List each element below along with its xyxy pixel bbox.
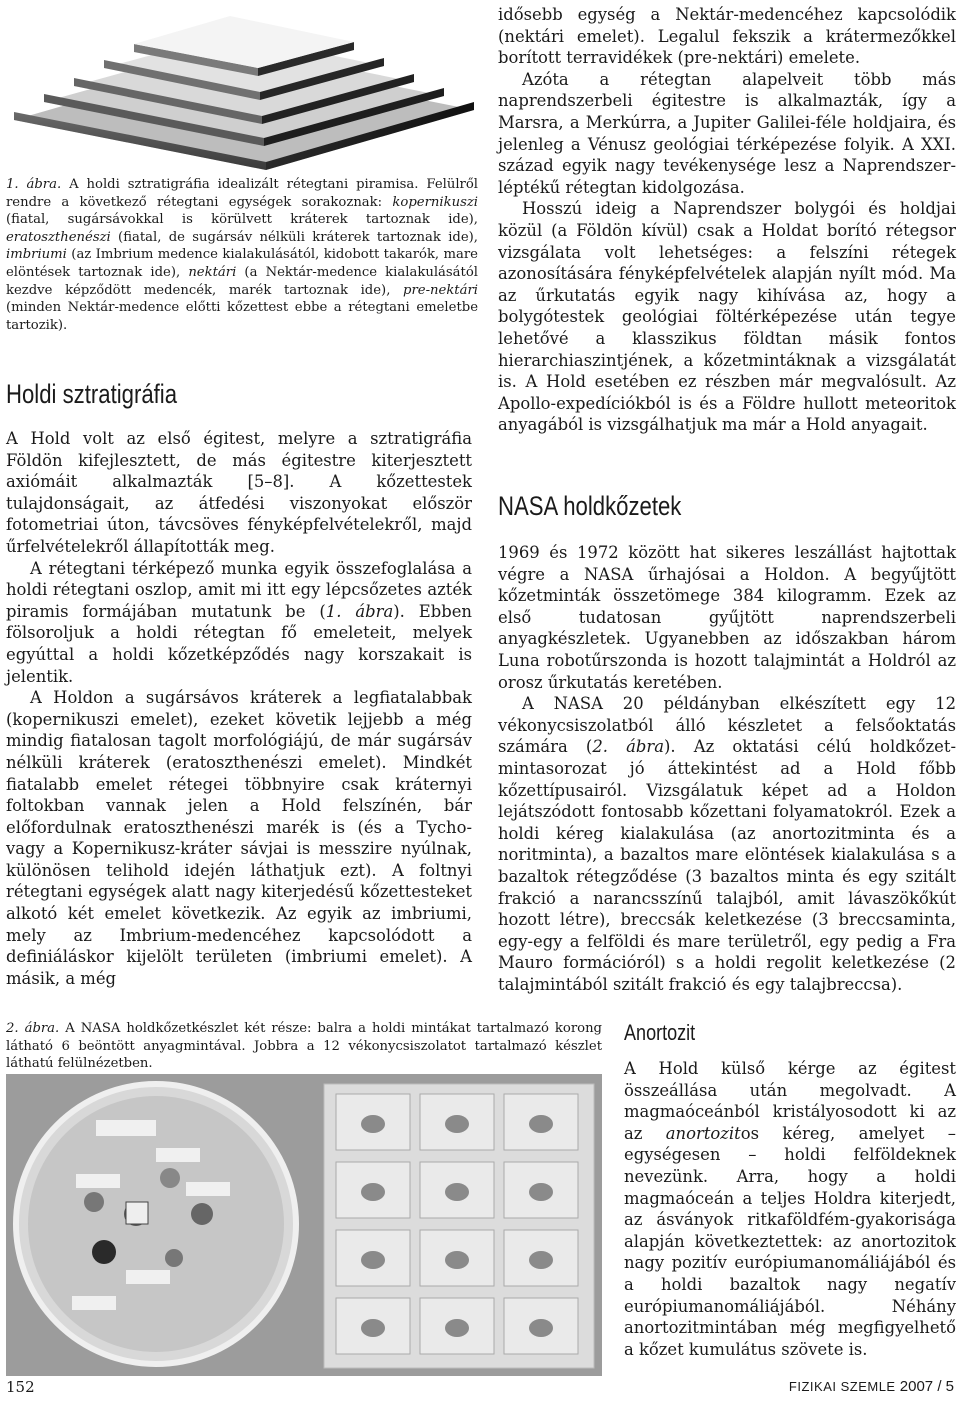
section-3-body [624, 1058, 956, 1360]
paragraph: A NASA 20 példányban elkészített egy 12 vékonycsiszolatból álló készletet a felsőoktatás számára (2. ábra). Az oktatási célú holdkőzet-mintasorozat jó áttekintést ad a Hold főbb kőzettípusairól. Vizsgálatuk képet ad a Holdon lejátszódott fontosabb kőzettani folyamatokról. Ezek a holdi kéreg kialakulása (az anortozitminta és a noritminta), a bazaltos mare elöntések kialakulása s a bazaltok rétegződése (3 bazaltos minta és egy szitált frakció a narancsszínű talajból, amit lávaszökőkút hozott létre), breccsák keletkezése (3 breccsaminta, egy-egy a felföldi és mare területről, egy pedig a Fra Mauro formációról) s a holdi regolit keletkezése (2 talajmintából szitált frakció és egy talajbreccsa). [498, 694, 956, 994]
paragraph: A rétegtani térképező munka egyik összefoglalása a holdi rétegtani oszlop, amit mi itt egy lépcsőzetes azték piramis formájában mutatunk be (1. ábra). Ebben fölsoroljuk a holdi rétegtan fő emeleteit, melyek egyúttal a holdi kőzetképződés nagy korszakait is jelentik. [6, 558, 472, 686]
stratigraphy-pyramid-illustration [4, 2, 480, 170]
section-2-body [498, 542, 956, 995]
figure-reference: 1. ábra [325, 601, 394, 621]
page-number: 152 [6, 1378, 35, 1396]
paragraph: idősebb egység a Nektár-medencéhez kapcsolódik (nektári emelet). Legalul fekszik a krátermezőkkel borított terravidékek (pre-nektári) emelete. [498, 5, 956, 68]
section-heading-anortozit: Anortozit [624, 1020, 696, 1045]
paragraph: Hosszú ideig a Naprendszer bolygói és holdjai közül (a Földön kívül) csak a Holdat borító rétegsor vizsgálata volt lehetséges: a felszíni rétegek azonosítására fényképfelvételek alapján nyílt mód. Ma az űrkutatás egyik nagy kihívása az, hogy a bolygótestek geológiai föltérképezése után tegye lehetővé a klasszikus földtan másik fontos hierarchiaszintjének, a kőzetmintáknak a vizsgálatát is. A Hold esetében ez részben már megvalósult. Az Apollo-expedíciókból is és a Földre hullott meteoritok anyagából is vizsgálhatjuk ma már a Hold anyagait. [498, 199, 956, 435]
section-heading-nasa-holdkozetek: NASA holdkőzetek [498, 491, 682, 521]
journal-footer [789, 1378, 954, 1395]
paragraph: A Hold volt az első égitest, melyre a sztratigráfia Földön kifejlesztett, de más égitestre kiterjesztett axiómáit alkalmazták [5–8]. A kőzettestek tulajdonságait, az átfedési viszonyokat először fotometriai úton, távcsöves fényképfelvételekről, majd űrfelvételekről állapították meg. [6, 429, 472, 556]
paragraph: A Hold külső kérge az égitest összeállása után megolvadt. A magmaóceánból kristályosodott ki az az anortozitos kéreg, amelyet – egységesen – holdi felföldeknek nevezünk. Arra, hogy a holdi magmaóceán a teljes Holdra kiterjedt, az ásványok ritkaföldfém-gyakorisága alapján következtettek: az anortozitok nagy pozitív európiumanomáliájából és a holdi bazaltok nagy negatív európiumanomáliájából. Néhány anortozitmintában még megfigyelhető a kőzet kumulátus szövete is. [624, 1059, 956, 1359]
column-2-body [498, 4, 956, 436]
paragraph: A Holdon a sugársávos kráterek a legfiatalabbak (kopernikuszi emelet), ezeket követik lejjebb a még mindig fiatalosan tagolt morfológiájú, de már sugársáv nélküli kráterek (eratoszthenészi emelet). Mindkét fiatalabb emelet rétegei többnyire csak kráternyi foltokban vannak jelen a Hold felszínén, bár előfordulnak eratoszthenészi marék is (és a Tycho- vagy a Kopernikusz-kráter sávjai is messzire nyúlnak, különösen telihold idején láthatjuk ezt). A foltnyi rétegtani egységek alatt nagy kiterjedésű kőzettesteket alkotó két emelet következik. Az egyik az imbriumi, mely az Imbrium-medencéhez kapcsolódott a definiáláskor kijelölt területen (imbriumi emelet). A másik, a még [6, 688, 472, 988]
figure-1-label: 1. ábra. [6, 177, 62, 192]
figure-1-image [4, 2, 480, 170]
figure-reference: 2. ábra [592, 737, 664, 757]
paragraph: 1969 és 1972 között hat sikeres leszállást hajtottak végre a NASA űrhajósai a Holdon. A begyűjtött kőzetminták összetömege 384 kilogramm. Ezek az első tudatosan gyűjtött naprendszerbeli anyagkészletek. Ugyanebben az időszakban három Luna robotűrszonda is hozott talajmintát a Holdról az orosz űrkutatás keretében. [498, 543, 956, 692]
figure-2-caption: 2. ábra. A NASA holdkőzetkészlet két része: balra a holdi mintákat tartalmazó korong látható 6 beöntött anyagmintával. Jobbra a 12 vékonycsiszolatot tartalmazó készlet láthatú felülnézetben. [6, 1021, 603, 1072]
figure-1-caption: 1. ábra. A holdi sztratigráfia idealizált rétegtani piramisa. Felülről rendre a következő rétegtani egységek sorakoznak: kopernikuszi (fiatal, sugársávokkal is körülvett kráterek tartoznak ide), eratoszthenészi (fiatal, de sugársáv nélküli kráterek tartoznak ide), imbriumi (az Imbrium medence kialakulásától, kidobott takarók, mare elöntések tartoznak ide), nektári (a Nektár-medence kialakulásától kezdve képződött medencék, marék tartoznak ide), pre-nektári (minden Nektár-medence előtti kőzettest ebbe a rétegtani emeletbe tartozik). [6, 177, 479, 333]
section-heading-holdi-sztratigrafia: Holdi sztratigráfia [6, 379, 178, 409]
figure-2-image [6, 1074, 602, 1376]
journal-name: FIZIKAI SZEMLE [788, 1379, 896, 1394]
italic-term: anortozit [665, 1123, 741, 1143]
section-1-body [6, 428, 472, 989]
figure-2-label: 2. ábra. [6, 1021, 60, 1036]
journal-issue: 2007 / 5 [899, 1378, 954, 1395]
paragraph: Azóta a rétegtan alapelveit több más naprendszerbeli égitestre is alkalmazták, így a Marsra, a Merkúrra, a Jupiter Galilei-féle holdjaira, és jelenleg a Vénusz geológiai térképezése folyik. A XXI. század egyik nagy tevékenysége lesz a Naprendszer-léptékű rétegtan kidolgozása. [498, 69, 956, 197]
lunar-sample-set-photo [6, 1074, 602, 1376]
